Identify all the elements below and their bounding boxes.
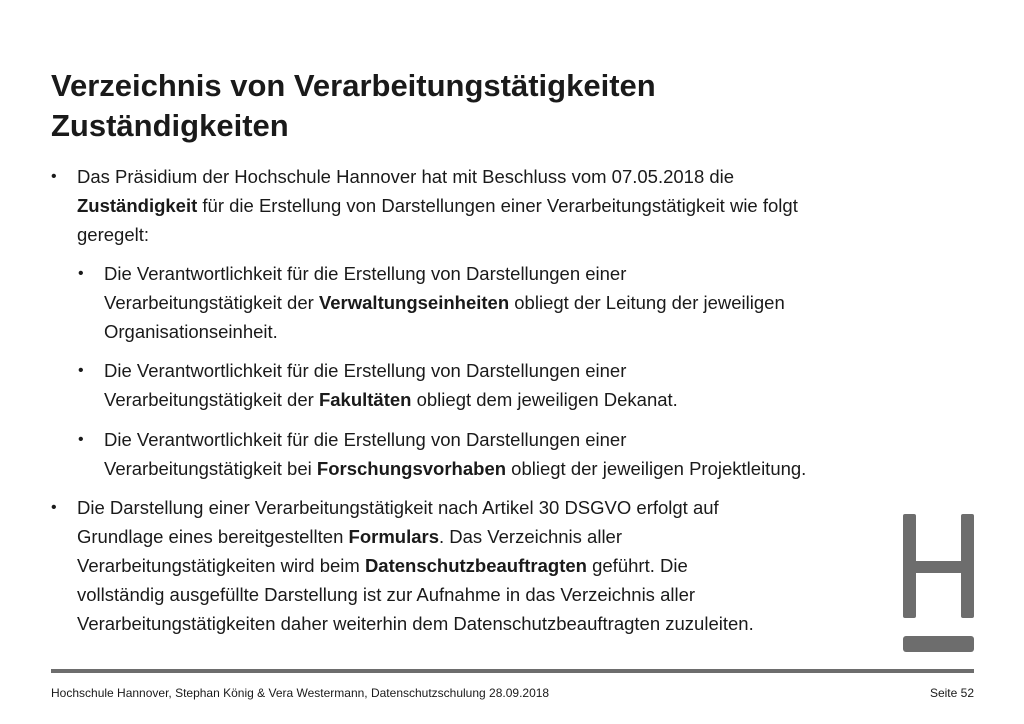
bold-term: Zuständigkeit xyxy=(77,195,198,216)
bullet-text-segment: obliegt der Leitung der jeweiligen xyxy=(509,292,785,313)
bullet-dot: • xyxy=(51,499,57,516)
bold-term: Forschungsvorhaben xyxy=(316,458,507,479)
bullet-text-line: Verarbeitungstätigkeiten daher weiterhin dem Datenschutzbeauftragten zuzuleiten. xyxy=(77,613,754,634)
bullet-text-segment: . Das Verzeichnis aller xyxy=(438,526,623,547)
slide-title-line-1: Verzeichnis von Verarbeitungstätigkeiten xyxy=(51,68,656,103)
footer-divider xyxy=(51,669,974,673)
bullet-responsibility-decision xyxy=(51,162,957,249)
bullet-text-line: Die Verantwortlichkeit für die Erstellung von Darstellungen einer xyxy=(104,360,627,381)
page-number: Seite 52 xyxy=(929,686,974,700)
bullet-text-line: Die Verantwortlichkeit für die Erstellung von Darstellungen einer xyxy=(104,263,627,284)
bullet-text-segment: Verarbeitungstätigkeit bei xyxy=(104,458,317,479)
bullet-dot: • xyxy=(51,168,57,185)
bullet-dot: • xyxy=(78,431,84,448)
bullet-text-line xyxy=(104,454,964,483)
bullet-text-line: Die Darstellung einer Verarbeitungstätigkeit nach Artikel 30 DSGVO erfolgt auf xyxy=(77,497,719,518)
bullet-dot: • xyxy=(78,265,84,282)
bullet-text-segment: obliegt dem jeweiligen Dekanat. xyxy=(411,389,678,410)
sub-bullet-research-projects xyxy=(78,425,964,483)
bold-term: Verwaltungseinheiten xyxy=(318,292,510,313)
bold-term: Fakultäten xyxy=(318,389,412,410)
footer-credits: Hochschule Hannover, Stephan König & Vera Westermann, Datenschutzschulung 28.09.2018 xyxy=(51,686,550,700)
bold-term: Formulars xyxy=(348,526,439,547)
bullet-text-segment: Verarbeitungstätigkeiten wird beim xyxy=(77,555,365,576)
bullet-text-line: Organisationseinheit. xyxy=(104,321,278,342)
bullet-text-segment: obliegt der jeweiligen Projektleitung. xyxy=(506,458,807,479)
bullet-text-line xyxy=(104,385,964,414)
bullet-dot: • xyxy=(78,362,84,379)
bullet-text-line: Das Präsidium der Hochschule Hannover hat mit Beschluss vom 07.05.2018 die xyxy=(77,166,735,187)
bullet-text-segment: für die Erstellung von Darstellungen einer Verarbeitungstätigkeit wie folgt xyxy=(197,195,798,216)
bullet-text-segment: Verarbeitungstätigkeit der xyxy=(104,389,319,410)
sub-bullet-faculties xyxy=(78,356,964,414)
slide-title xyxy=(51,66,656,146)
slide-title-line-2: Zuständigkeiten xyxy=(51,108,289,143)
bold-term: Datenschutzbeauftragten xyxy=(364,555,587,576)
bullet-text-line xyxy=(77,191,957,220)
sub-bullet-administrative-units xyxy=(78,259,964,346)
bullet-text-line xyxy=(104,288,964,317)
bullet-text-line xyxy=(77,522,957,551)
bullet-text-segment: geführt. Die xyxy=(586,555,688,576)
bullet-form-and-registry xyxy=(51,493,957,638)
bullet-text-line xyxy=(77,551,957,580)
hochschule-hannover-logo-icon xyxy=(903,514,974,652)
bullet-text-segment: Grundlage eines bereitgestellten xyxy=(77,526,349,547)
bullet-text-line: vollständig ausgefüllte Darstellung ist zur Aufnahme in das Verzeichnis aller xyxy=(77,584,696,605)
bullet-text-segment: Verarbeitungstätigkeit der xyxy=(104,292,319,313)
bullet-text-line: Die Verantwortlichkeit für die Erstellung von Darstellungen einer xyxy=(104,429,627,450)
bullet-text-line: geregelt: xyxy=(77,224,149,245)
